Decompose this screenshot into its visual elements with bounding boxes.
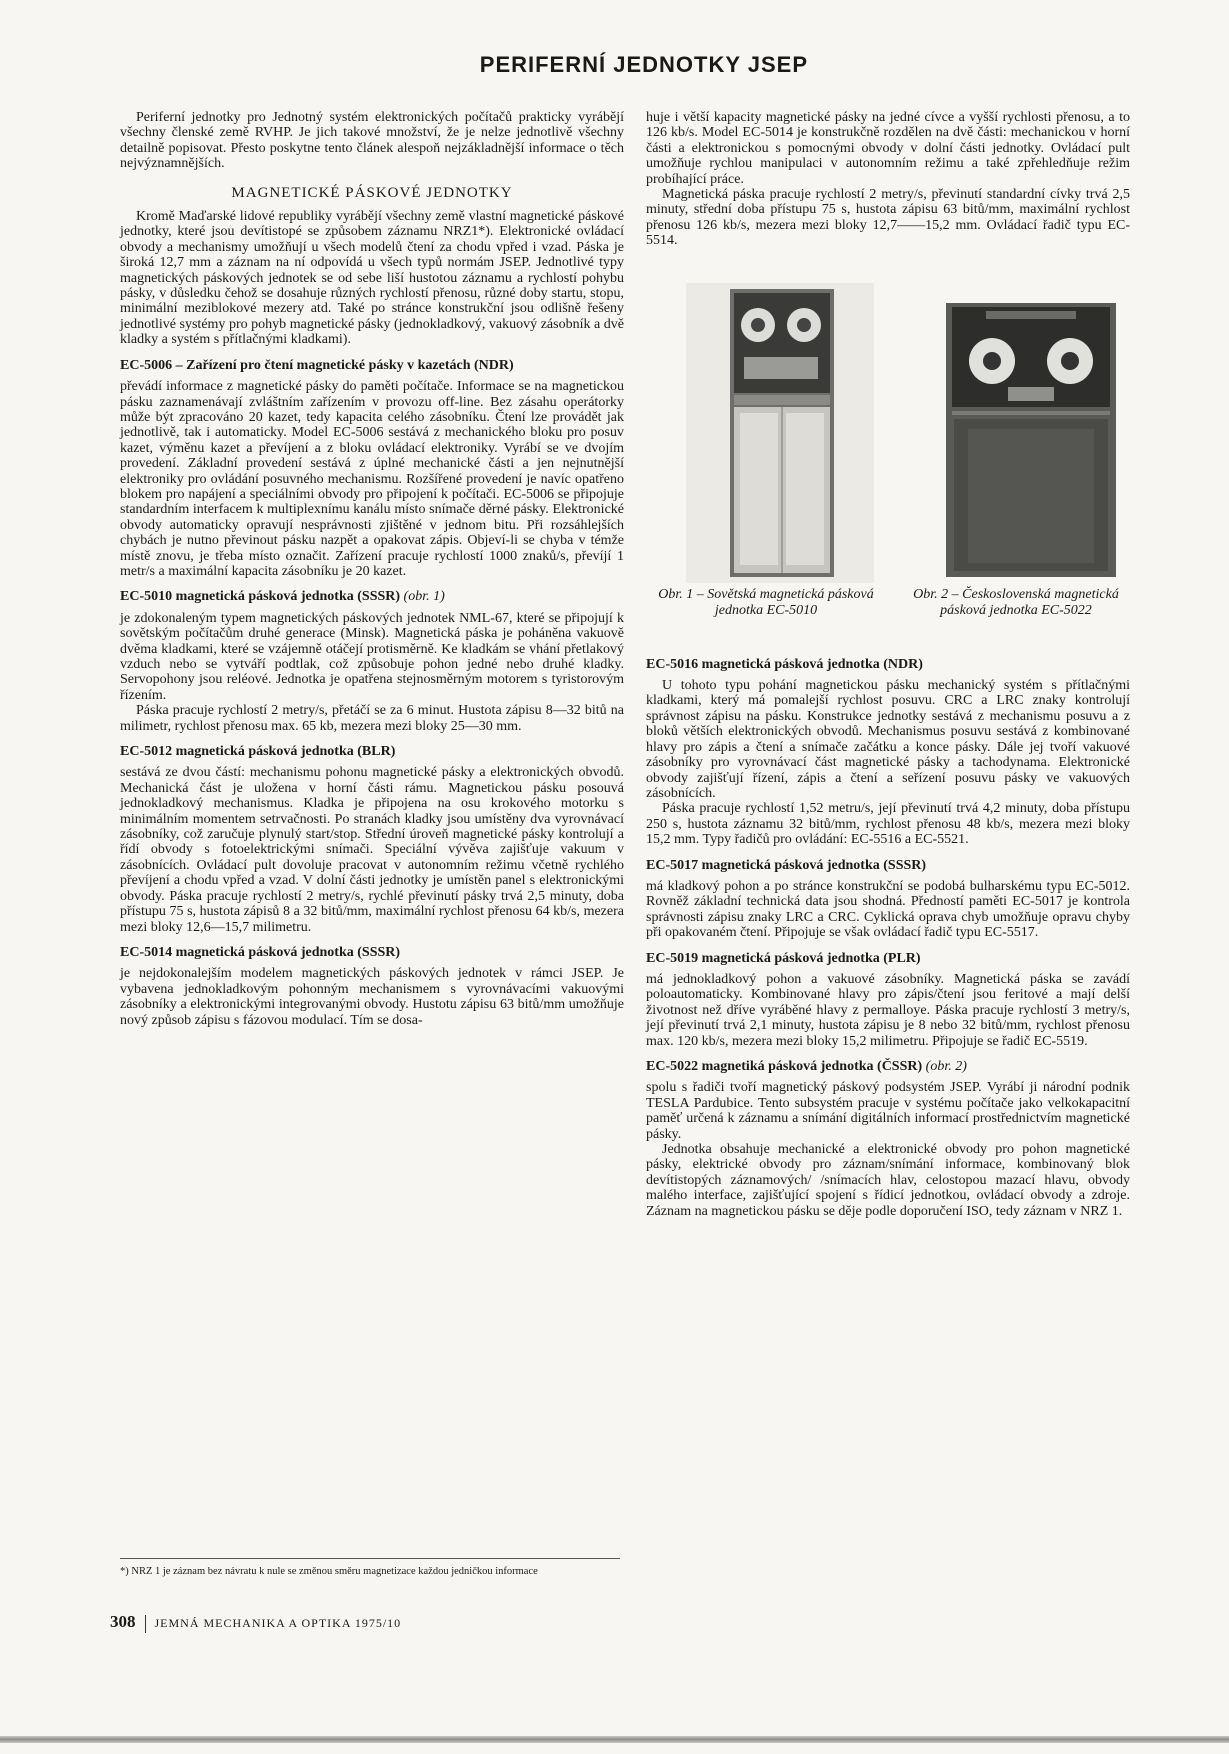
figure-1-photo [686, 283, 874, 583]
ec5010-heading-text: EC-5010 magnetická pásková jednotka (SSSR) [120, 589, 401, 605]
ec5014-continuation-2: Magnetická páska pracuje rychlostí 2 metry/s, převinutí standardní cívky trvá 2,5 minuty, střední doba přístupu 75 s, hustota zápisu 63 bitů/mm, maximální rychlost přenosu 126 kb/s, mezera mezi bloky 12,7——15,2 mm. Ovládací řadič typu EC-5514. [646, 187, 1130, 249]
ec5022-heading-text: EC-5022 magnetiká pásková jednotka (ČSSR) [646, 1059, 923, 1074]
intro-paragraph: Periferní jednotky pro Jednotný systém elektronických počítačů prakticky vyrábějí všechny členské země RVHP. Je jich takové množství, že je nelze jednotlivě všechny detailně popisovat. Přesto poskytne tento článek alespoň nejzákladnější informace o těch nejvýznamnějších. [120, 110, 624, 172]
figure-2-caption: Obr. 2 – Československá magnetická pásková jednotka EC-5022 [913, 586, 1119, 618]
ec5010-heading [120, 589, 624, 604]
publication-name: JEMNÁ MECHANIKA A OPTIKA 1975/10 [154, 1616, 402, 1630]
left-column [120, 110, 624, 1028]
ec5010-text: je zdokonaleným typem magnetických páskových jednotek NML-67, které se připojují k sovětským počítačům druhé generace (Minsk). Magnetická páska je poháněna vakuově dvěma kladkami, které se vzájemně otáčejí protisměrně. Ke kladkám se vhání přetlakový vzduch nebo se vytváří podtlak, což způsobuje pohon jedné nebo druhé kladky. Servopohony jsou reléové. Jednotka je opatřena stejnosměrným motorem s tyristorovým řízením. [120, 610, 624, 703]
section-paragraph: Kromě Maďarské lidové republiky vyrábějí všechny země vlastní magnetické páskové jednotky, které jsou devítistopé se způsobem záznamu NRZ1*). Elektronické ovládací obvody a mechanismy umožňují u všech modelů čtení za chodu vpřed i vzad. Páska je široká 12,7 mm a záznam na ní odpovídá u všech typů normám JSEP. Jednotlivé typy magnetických páskových jednotek se od sebe liší hustotou záznamu a rychlostí pohybu pásky, v důsledku čehož se dosahuje různých rychlostí přenosu, různé doby startu, stopu, minimální meziblokové mezery atd. Také po stránce konstrukční jsou odlišně řešeny jednotlivé systémy pro pohyb magnetické pásky (jednokladkový, vakuový zásobník a dvě kladky a systém s přítlačnými kladkami). [120, 209, 624, 348]
scan-edge-bar [0, 1736, 1229, 1743]
ec5016-heading: EC-5016 magnetická pásková jednotka (NDR) [646, 656, 923, 672]
ec5016-text: U tohoto typu pohání magnetickou pásku mechanický systém s přítlačnými kladkami, který má pomalejší rychlost posuvu. CRC a LRC znaky kontrolují správnost zápisu na pásku. Konstrukce jednotky sestává z mechanismu posuvu a z bloků větších elektronických obvodů. Mechanismus posuvu sestává z kombinované hlavy pro zápis a čtení a snímače začátku a konce pásky. Dále jej tvoří vakuové zásobníky pro vyrovnávací část magnetické pásky a tachodynama. Elektronické obvody zajišťují řízení, zápis a čtení a seřízení posuvu pásky ve vakuových zásobnících. [646, 678, 1130, 801]
ec5017-text: má kladkový pohon a po stránce konstrukční se podobá bulharskému typu EC-5012. Rovněž základní technická data jsou shodná. Předností paměti EC-5017 je kontrola správnosti zápisu znaky LRC a CRC. Cyklická oprava chyb umožňuje opravu chyby při opakovaném čtení. Připojuje se však ovládací řadič typu EC-5517. [646, 878, 1130, 941]
footnote: *) NRZ 1 je záznam bez návratu k nule se změnou směru magnetizace každou jedničkou informace [120, 1566, 538, 1577]
right-column [646, 110, 1130, 1219]
ec5014-text: je nejdokonalejším modelem magnetických páskových jednotek v rámci JSEP. Je vybavena jednokladkovým pohonným mechanismem s vyrovnávacími vakuovými zásobníky a elektronickými integrovanými obvody. Hustotu zápisu 63 bitů/mm umožňuje nový způsob zápisu s fázovou modulací. Tím se dosa- [120, 966, 624, 1028]
section-heading: MAGNETICKÉ PÁSKOVÉ JEDNOTKY [231, 184, 513, 201]
page-footer [110, 1612, 401, 1633]
ec5014-continuation: huje i větší kapacity magnetické pásky na jedné cívce a vyšší rychlosti přenosu, a to 126 kb/s. Model EC-5014 je konstrukčně rozdělen na dvě části: mechanickou v horní části a elektronickou s pomocnými obvody v dolní části jednotky. Ovládací pult umožňuje rychlou manipulaci v autonomním režimu a také zpřehledňuje režim probíhající práce. [646, 110, 1130, 187]
ec5010-figure-ref: (obr. 1) [403, 589, 445, 605]
ec5006-heading: EC-5006 – Zařízení pro čtení magnetické pásky v kazetách (NDR) [120, 357, 514, 373]
ec5022-text: spolu s řadiči tvoří magnetický páskový podsystém JSEP. Vyrábí ji národní podnik TESLA Pardubice. Tento subsystém pracuje v systému počítače jako velkokapacitní paměť určená k záznamu a snímání digitálních informací prostřednictvím magnetické pásky. [646, 1080, 1130, 1142]
footer-separator [145, 1615, 146, 1633]
ec5022-text-2: Jednotka obsahuje mechanické a elektronické obvody pro pohon magnetické pásky, elektrické obvody pro záznam/snímání informace, kombinovaný blok devítistopých záznamových/ /snímacích hlav, celostopou mazací hlavu, obvody malého interface, zajišťující spojení s řídicí jednotkou, ovládací obvody a zdroje. Záznam na magnetickou pásku se děje podle doporučení ISO, tedy záznam v NRZ 1. [646, 1142, 1130, 1219]
ec5019-heading: EC-5019 magnetická pásková jednotka (PLR) [646, 950, 921, 966]
ec5017-heading: EC-5017 magnetická pásková jednotka (SSSR) [646, 857, 927, 873]
ec5006-text: převádí informace z magnetické pásky do paměti počítače. Informace se na magnetickou pásku zaznamenávají zvláštním zařízením v provozu off-line. Bez zásahu operátorky může být zpracováno 20 kazet, tedy kapacita celého zásobníku. Čtení lze provádět jak jednotlivě, tak i automaticky. Model EC-5006 sestává z mechanického bloku pro posuv kazet, výměnu kazet a převíjení a z bloku ovládací elektroniky. Vyrábí se ve dvojím provedení. Základní provedení sestává z úplné mechanické části a jen nejnutnější elektroniky pro ovládání posuvného mechanismu. Rozšířené provedení je navíc opatřeno blokem pro napájení a speciálními obvody pro připojení k počítači. EC-5006 se připojuje standardním interfacem k multiplexnímu kanálu místo snímače děrné pásky. Elektronické obvody automaticky opravují nesprávnosti zjištěné v jednom bitu. Při rozsáhlejších chybách je nutno převinout pásku nazpět a opakovat zápis. Objeví-li se chyba v témže místě znovu, je třeba místo označit. Zařízení pracuje rychlostí 1000 znaků/s, převíjí 1 metr/s a maximální kapacita zásobníku je 20 kazet. [120, 379, 624, 579]
ec5022-heading [646, 1059, 1130, 1074]
ec5019-text: má jednokladkový pohon a vakuové zásobníky. Magnetická páska se zavádí poloautomaticky. Kombinované hlavy pro zápis/čtení jsou feritové a mají delší životnost než dříve vyráběné hlavy z permalloye. Páska pracuje rychlostí 3 metry/s, její převinutí trvá 2,1 minuty, hustota zápisu je 8 nebo 32 bitů/mm, rychlost přenosu max. 120 kb/s, mezera mezi bloky 15,2 milimetru. Připojuje se řadič EC-5519. [646, 971, 1130, 1049]
ec5014-heading: EC-5014 magnetická pásková jednotka (SSSR) [120, 944, 401, 960]
ec5012-text: sestává ze dvou částí: mechanismu pohonu magnetické pásky a elektronických obvodů. Mechanická část je uložena v horní části rámu. Magnetickou pásku posouvá jednokladkový mechanismus. Kladka je připojena na osu krokového motorku s minimálním momentem setrvačnosti. Po stranách kladky jsou umístěny dva vyrovnávací zásobníky, což zaručuje plynulý start/stop. Střední úroveň magnetické pásky kontrolují a řídí obvody s fotoelektrickými snímači. Speciální vývěva zajišťuje vakuum v zásobnících. Ovládací pult dovoluje pracovat v autonomním režimu včetně rychlého převíjení a chodu vpřed a vzad. V dolní části jednotky je umístěn panel s elektronickými obvody. Páska pracuje rychlostí 2 metry/s, rychlé převinutí pásky trvá 2,5 minuty, doba přístupu 75 s, hustota zápisů 8 a 32 bitů/mm, maximální rychlost přenosu 64 kb/s, mezera mezi bloky 12,6—15,7 milimetru. [120, 765, 624, 935]
figures [646, 267, 1130, 647]
ec5012-heading: EC-5012 magnetická pásková jednotka (BLR) [120, 744, 396, 760]
page-title: PERIFERNÍ JEDNOTKY JSEP [479, 52, 808, 77]
footnote-divider [120, 1558, 620, 1559]
ec5010-text-2: Páska pracuje rychlostí 2 metry/s, přetáčí se za 6 minut. Hustota zápisu 8—32 bitů na milimetr, rychlost přenosu max. 65 kb, mezera mezi bloky 25—30 mm. [120, 703, 624, 734]
figure-1-caption: Obr. 1 – Sovětská magnetická pásková jednotka EC-5010 [658, 586, 874, 618]
ec5022-figure-ref: (obr. 2) [925, 1059, 967, 1074]
ec5016-text-2: Páska pracuje rychlostí 1,52 metru/s, její převinutí trvá 4,2 minuty, doba přístupu 250 s, hustota záznamu 32 bitů/mm, rychlost přenosu 48 kb/s, mezera mezi bloky 15,2 mm. Typy řadičů pro ovládání: EC-5516 a EC-5521. [646, 801, 1130, 848]
page-number: 308 [110, 1612, 136, 1631]
figure-2-photo [946, 303, 1116, 577]
